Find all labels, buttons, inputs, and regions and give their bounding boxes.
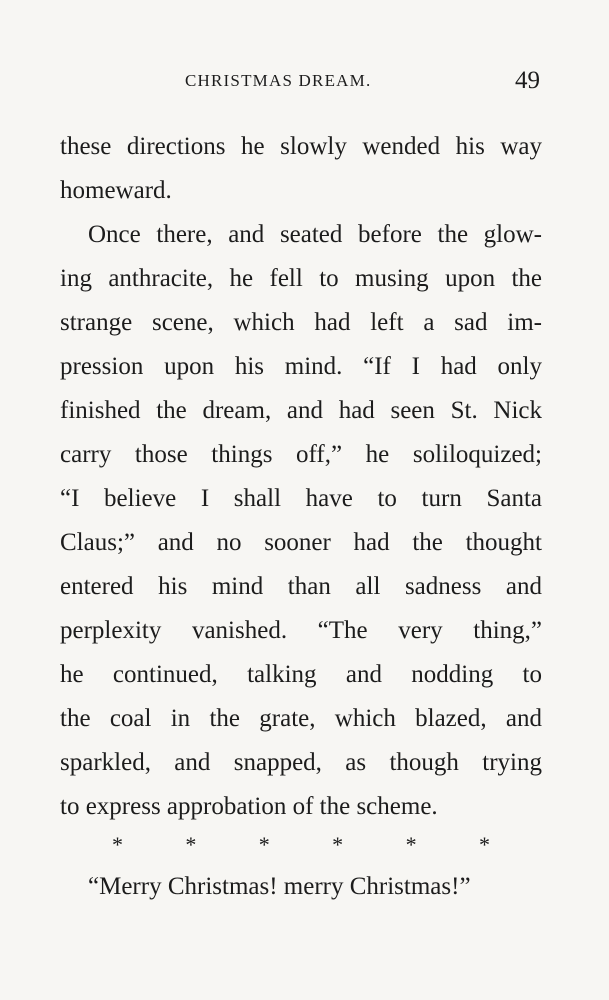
asterisk: * bbox=[332, 832, 344, 857]
text-line: carry those things off,” he soliloquized; bbox=[60, 441, 542, 468]
running-header bbox=[60, 66, 542, 96]
text-line: entered his mind than all sadness and bbox=[60, 573, 542, 600]
text-line: finished the dream, and had seen St. Nick bbox=[60, 397, 542, 424]
closing-line: “Merry Christmas! merry Christmas!” bbox=[88, 873, 471, 900]
asterisk: * bbox=[258, 832, 270, 857]
text-line: Claus;” and no sooner had the thought bbox=[60, 529, 542, 556]
text-line: sparkled, and snapped, as though trying bbox=[60, 749, 542, 776]
text-line: strange scene, which had left a sad im- bbox=[60, 309, 542, 336]
text-line: Once there, and seated before the glow- bbox=[88, 221, 542, 248]
asterisk: * bbox=[478, 832, 490, 857]
text-line: he continued, talking and nodding to bbox=[60, 661, 542, 688]
text-line: to express approbation of the scheme. bbox=[60, 793, 438, 820]
asterisk: * bbox=[185, 832, 197, 857]
section-break bbox=[112, 828, 490, 862]
running-title: CHRISTMAS DREAM. bbox=[185, 71, 372, 90]
page-number: 49 bbox=[515, 67, 540, 94]
text-line: ing anthracite, he fell to musing upon the bbox=[60, 265, 542, 292]
text-line: “I believe I shall have to turn Santa bbox=[60, 485, 542, 512]
text-line: homeward. bbox=[60, 177, 172, 204]
text-line: these directions he slowly wended his way bbox=[60, 133, 542, 160]
asterisk: * bbox=[405, 832, 417, 857]
text-line: pression upon his mind. “If I had only bbox=[60, 353, 542, 380]
text-line: the coal in the grate, which blazed, and bbox=[60, 705, 542, 732]
asterisk: * bbox=[112, 832, 123, 857]
text-line: perplexity vanished. “The very thing,” bbox=[60, 617, 542, 644]
